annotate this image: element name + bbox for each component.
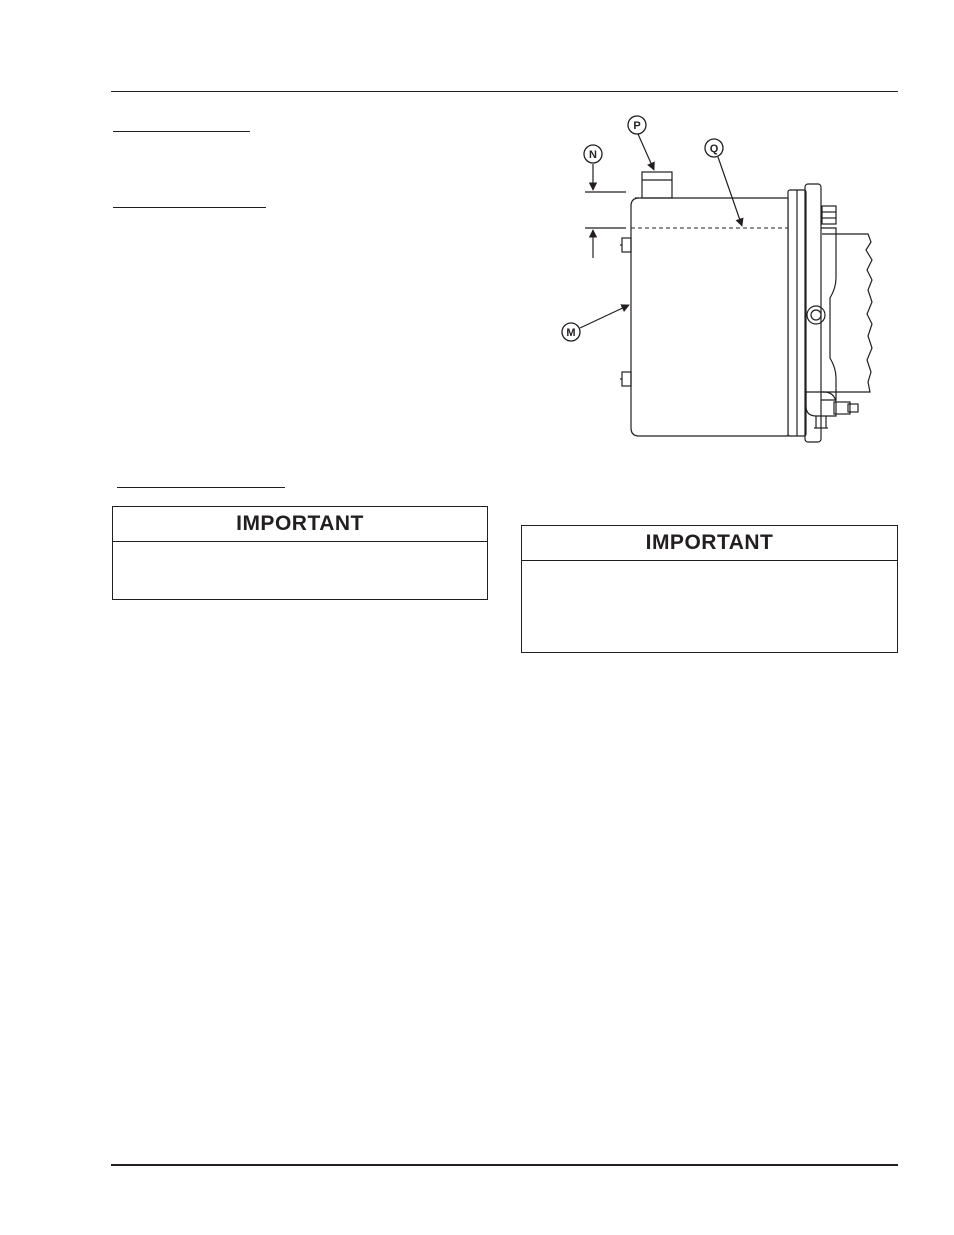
- important-notice-title: IMPORTANT: [113, 507, 487, 542]
- header-rule: [111, 91, 898, 92]
- important-notice-left: [112, 506, 488, 600]
- section-heading-1-underline: [113, 131, 250, 132]
- callout-label-p: P: [633, 120, 641, 132]
- callout-label-m: M: [566, 327, 576, 339]
- callout-label-n: N: [589, 149, 597, 161]
- reservoir-figure: [550, 110, 890, 455]
- important-notice-title: IMPORTANT: [522, 526, 897, 561]
- footer-rule: [111, 1164, 898, 1166]
- reservoir-diagram: [550, 110, 890, 455]
- callout-label-q: Q: [709, 143, 719, 155]
- important-notice-right: [521, 525, 898, 653]
- section-heading-2-underline: [113, 207, 266, 208]
- section-heading-3-underline: [117, 487, 285, 488]
